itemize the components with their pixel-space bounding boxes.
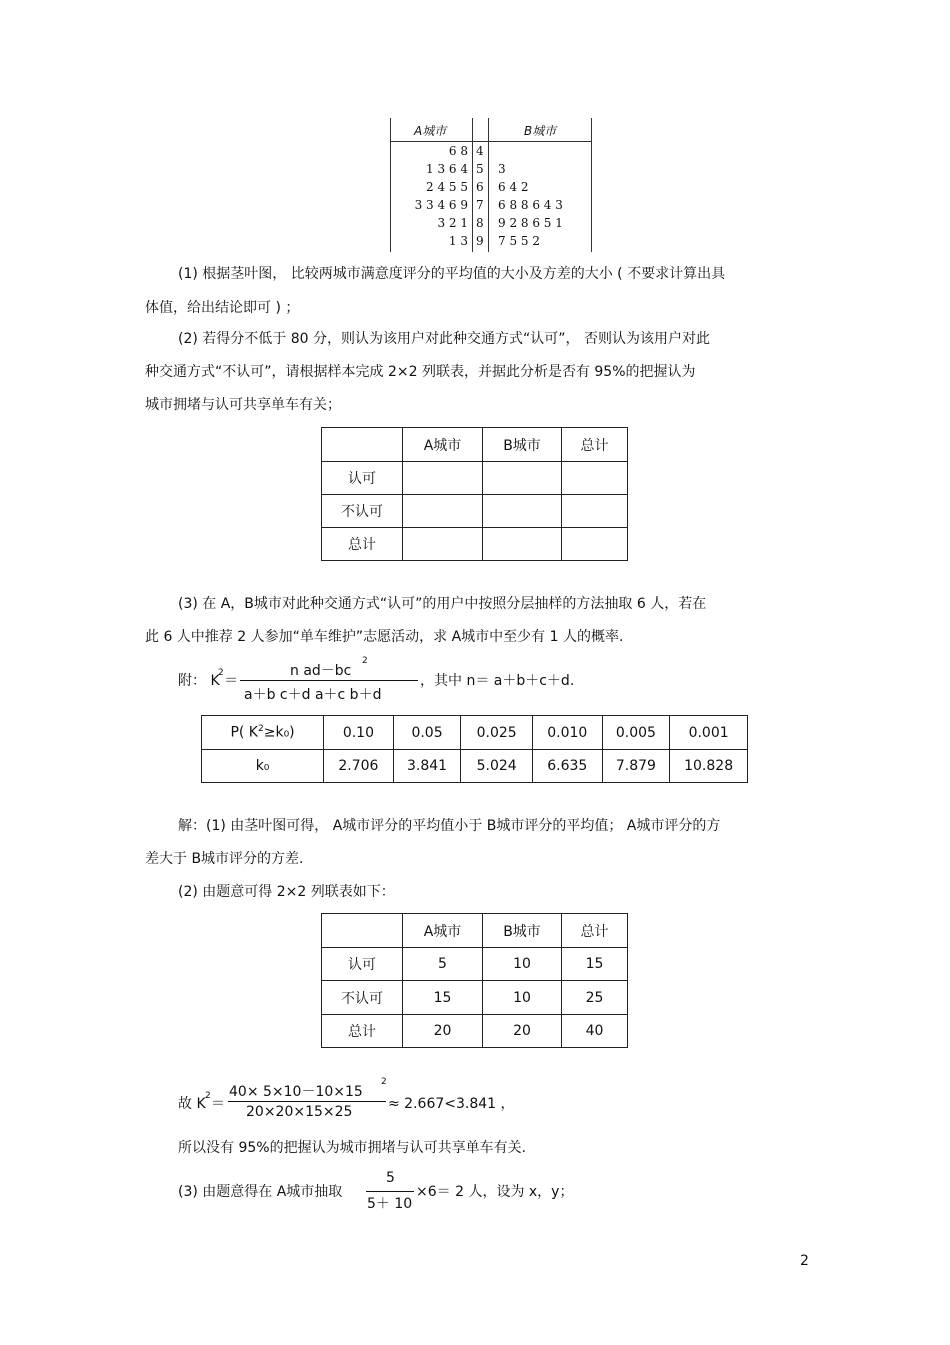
formula-suffix: ，其中 n＝ a＋b＋c＋d. — [420, 673, 575, 689]
empty-cell — [403, 495, 483, 528]
empty-header-0 — [322, 428, 403, 462]
leaf-right-9: 7 5 5 2 — [498, 234, 540, 248]
calc-eq: ＝ — [211, 1096, 225, 1112]
empty-cell — [483, 462, 562, 495]
formula-eq: ＝ — [224, 673, 238, 689]
k-value: 7.879 — [602, 750, 670, 783]
filled-cell: 15 — [562, 948, 628, 981]
q1-line1: (1) 根据茎叶图， 比较两城市满意度评分的平均值的大小及方差的大小 ( 不要求计算出具 — [178, 266, 726, 282]
filled-contingency-table — [321, 913, 628, 1048]
p-value: 0.025 — [461, 716, 533, 750]
leaf-right-5: 3 — [498, 162, 506, 176]
k-value: 3.841 — [393, 750, 461, 783]
formula-numerator: n ad－bc — [290, 663, 352, 679]
k-value: 10.828 — [670, 750, 748, 783]
filled-cell: 20 — [403, 1015, 483, 1048]
calc-prefix: 故 K — [178, 1096, 206, 1112]
filled-row-label: 认可 — [322, 948, 403, 981]
solution-1-line1: 解：(1) 由茎叶图可得， A城市评分的平均值小于 B城市评分的平均值； A城市评分的方 — [178, 818, 721, 834]
filled-cell: 20 — [483, 1015, 562, 1048]
calc-conclusion: 所以没有 95%的把握认为城市拥堵与认可共享单车有关. — [178, 1140, 527, 1156]
empty-cell — [562, 495, 628, 528]
empty-header-a: A城市 — [403, 428, 483, 462]
calc-result: ≈ 2.667<3.841 ， — [388, 1096, 515, 1112]
solution-2-intro: (2) 由题意可得 2×2 列联表如下： — [178, 884, 395, 900]
p-label-text: P( K — [230, 724, 258, 741]
stem-9: 9 — [476, 234, 484, 248]
stem-7: 7 — [476, 198, 484, 212]
calc-fraction-bar — [228, 1101, 386, 1102]
solution-3-denominator: 5＋ 10 — [367, 1196, 413, 1212]
leaf-left-5: 1 3 6 4 — [426, 162, 468, 176]
leaf-left-9: 1 3 — [448, 234, 468, 248]
page-number: 2 — [800, 1253, 809, 1269]
empty-cell — [562, 462, 628, 495]
p-value: 0.005 — [602, 716, 670, 750]
filled-header-b: B城市 — [483, 914, 562, 948]
filled-header-0 — [322, 914, 403, 948]
k-value: 5.024 — [461, 750, 533, 783]
formula-denominator: a＋b c＋d a＋c b＋d — [244, 687, 382, 703]
calc-numerator: 40× 5×10－10×15 — [229, 1084, 363, 1100]
filled-header-total: 总计 — [562, 914, 628, 948]
solution-3-numerator: 5 — [386, 1170, 395, 1186]
filled-row-label: 不认可 — [322, 981, 403, 1015]
critical-value-table — [201, 715, 748, 783]
formula-num-sup: 2 — [362, 656, 368, 666]
empty-cell — [403, 462, 483, 495]
solution-1-line2: 差大于 B城市评分的方差. — [145, 851, 304, 867]
calc-sup: 2 — [205, 1091, 211, 1101]
empty-header-total: 总计 — [562, 428, 628, 462]
filled-cell: 15 — [403, 981, 483, 1015]
q2-line1: (2) 若得分不低于 80 分，则认为该用户对此种交通方式“认可”， 否则认为该用户对此 — [178, 331, 710, 347]
fraction-bar — [240, 680, 418, 681]
empty-row-label: 不认可 — [322, 495, 403, 528]
leaf-left-8: 3 2 1 — [437, 216, 468, 230]
filled-cell: 10 — [483, 981, 562, 1015]
stem-6: 6 — [476, 180, 484, 194]
filled-cell: 25 — [562, 981, 628, 1015]
empty-cell — [483, 495, 562, 528]
solution-3-fraction-bar — [366, 1191, 414, 1192]
empty-cell — [403, 528, 483, 561]
q3-line2: 此 6 人中推荐 2 人参加“单车维护”志愿活动，求 A城市中至少有 1 人的概率. — [145, 629, 624, 645]
calc-denominator: 20×20×15×25 — [246, 1104, 353, 1120]
empty-cell — [483, 528, 562, 561]
filled-header-a: A城市 — [403, 914, 483, 948]
k-label: k₀ — [202, 750, 324, 783]
p-value: 0.10 — [324, 716, 394, 750]
solution-3-prefix: (3) 由题意得在 A城市抽取 — [178, 1184, 343, 1200]
filled-cell: 10 — [483, 948, 562, 981]
leaf-right-6: 6 4 2 — [498, 180, 529, 194]
empty-header-b: B城市 — [483, 428, 562, 462]
filled-row-label: 总计 — [322, 1015, 403, 1048]
stem-5: 5 — [476, 162, 484, 176]
leaf-left-7: 3 3 4 6 9 — [414, 198, 468, 212]
empty-contingency-table — [321, 427, 628, 561]
leaf-right-8: 9 2 8 6 5 1 — [498, 216, 563, 230]
q3-line1: (3) 在 A，B城市对此种交通方式“认可”的用户中按照分层抽样的方法抽取 6 人，若在 — [178, 596, 707, 612]
empty-cell — [562, 528, 628, 561]
p-value: 0.010 — [532, 716, 602, 750]
p-label-sup: 2 — [258, 724, 264, 735]
leaf-right-7: 6 8 8 6 4 3 — [498, 198, 563, 212]
empty-row-label: 认可 — [322, 462, 403, 495]
solution-3-suffix: ×6＝ 2 人，设为 x，y； — [416, 1184, 574, 1200]
k-value: 6.635 — [532, 750, 602, 783]
calc-num-sup: 2 — [381, 1077, 387, 1087]
leaf-left-4: 6 8 — [448, 144, 468, 158]
p-value: 0.001 — [670, 716, 748, 750]
header-a: A城市 — [414, 124, 447, 138]
leaf-left-6: 2 4 5 5 — [426, 180, 468, 194]
k-value: 2.706 — [324, 750, 394, 783]
filled-cell: 5 — [403, 948, 483, 981]
stem-8: 8 — [476, 216, 484, 230]
q2-line2: 种交通方式“不认可”，请根据样本完成 2×2 列联表，并据此分析是否有 95%的把握认为 — [145, 364, 696, 380]
p-value: 0.05 — [393, 716, 461, 750]
p-label — [202, 716, 324, 750]
filled-cell: 40 — [562, 1015, 628, 1048]
stem-4: 4 — [476, 144, 484, 158]
stem-leaf-plot — [390, 118, 592, 252]
q1-line2: 体值，给出结论即可 ) ； — [145, 300, 300, 316]
q2-line3: 城市拥堵与认可共享单车有关； — [145, 397, 341, 413]
formula-prefix: 附： K — [178, 673, 220, 689]
formula-sup: 2 — [218, 668, 224, 678]
header-b: B城市 — [524, 124, 557, 138]
empty-row-label: 总计 — [322, 528, 403, 561]
p-label-rest: ≥k₀) — [263, 724, 295, 741]
